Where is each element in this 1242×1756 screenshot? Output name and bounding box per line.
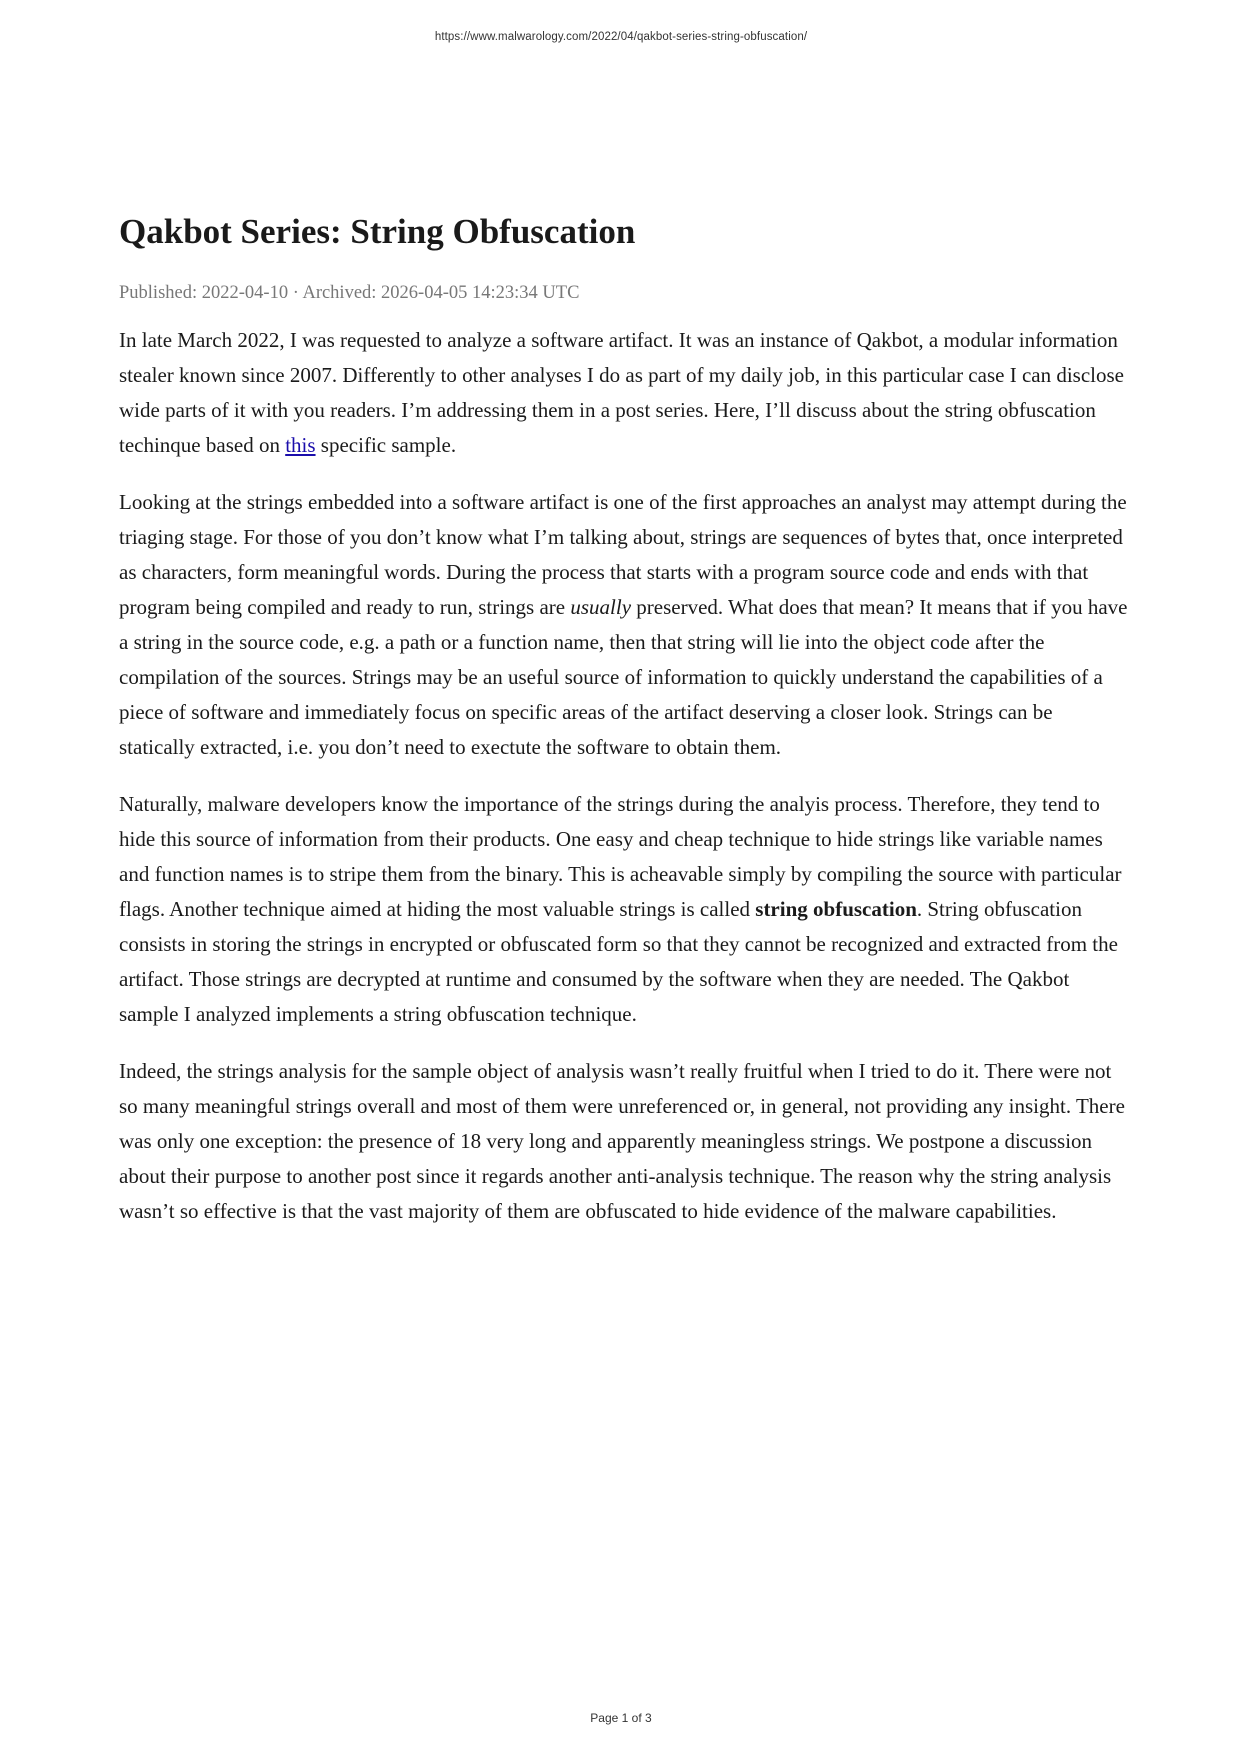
- page-url: https://www.malwarology.com/2022/04/qakbot-series-string-obfuscation/: [434, 31, 808, 43]
- paragraph-1-text-end: specific sample.: [315, 433, 457, 457]
- article-meta: Published: 2022-04-10 · Archived: 2026-04-05 14:23:34 UTC: [119, 283, 580, 303]
- paragraph-2: [119, 485, 1129, 765]
- article: [119, 210, 1129, 1251]
- strong-string-obfuscation: string obfuscation: [755, 897, 917, 921]
- emphasis-usually: usually: [570, 595, 632, 619]
- article-body: [119, 323, 1129, 1229]
- paragraph-1-text: In late March 2022, I was requested to analyze a software artifact. It was an instance of Qakbot, a modular information stealer known since 2007. Differently to other analyses I do as part of my daily job, in this particular case I can disclose wide parts of it with you readers. I’m addressing them in a post series. Here, I’ll discuss about the string obfuscation techinque based on: [119, 328, 1124, 457]
- paragraph-4: Indeed, the strings analysis for the sample object of analysis wasn’t really fruitful when I tried to do it. There were not so many meaningful strings overall and most of them were unreferenced or, in general, not providing any insight. There was only one exception: the presence of 18 very long and apparently meaningless strings. We postpone a discussion about their purpose to another post since it regards another anti-analysis technique. The reason why the string analysis wasn’t so effective is that the vast majority of them are obfuscated to hide evidence of the malware capabilities.: [119, 1059, 1125, 1223]
- sample-link[interactable]: this: [285, 433, 316, 457]
- article-title: Qakbot Series: String Obfuscation: [119, 212, 636, 251]
- paragraph-2-text: Looking at the strings embedded into a software artifact is one of the first approaches an analyst may attempt during the triaging stage. For those of you don’t know what I’m talking about, strings are sequences of bytes that, once interpreted as characters, form meaningful words. During the process that starts with a program source code and ends with that program being compiled and ready to run, strings are: [119, 490, 1127, 619]
- paragraph-2-text-end: preserved. What does that mean? It means that if you have a string in the source code, e.g. a path or a function name, then that string will lie into the object code after the compilation of the sources. Strings may be an useful source of information to quickly understand the capabilities of a piece of software and immediately focus on specific areas of the artifact deserving a closer look. Strings can be statically extracted, i.e. you don’t need to exectute the software to obtain them.: [119, 595, 1128, 759]
- paragraph-3-text-end: . String obfuscation consists in storing the strings in encrypted or obfuscated form so that they cannot be recognized and extracted from the artifact. Those strings are decrypted at runtime and consumed by the software when they are needed. The Qakbot sample I analyzed implements a string obfuscation technique.: [119, 897, 1118, 1026]
- paragraph-3-text: Naturally, malware developers know the importance of the strings during the analyis process. Therefore, they tend to hide this source of information from their products. One easy and cheap technique to hide strings like variable names and function names is to stripe them from the binary. This is acheavable simply by compiling the source with particular flags. Another technique aimed at hiding the most valuable strings is called: [119, 792, 1122, 921]
- page-number: Page 1 of 3: [590, 1711, 652, 1725]
- paragraph-1: [119, 323, 1129, 463]
- paragraph-3: [119, 787, 1129, 1032]
